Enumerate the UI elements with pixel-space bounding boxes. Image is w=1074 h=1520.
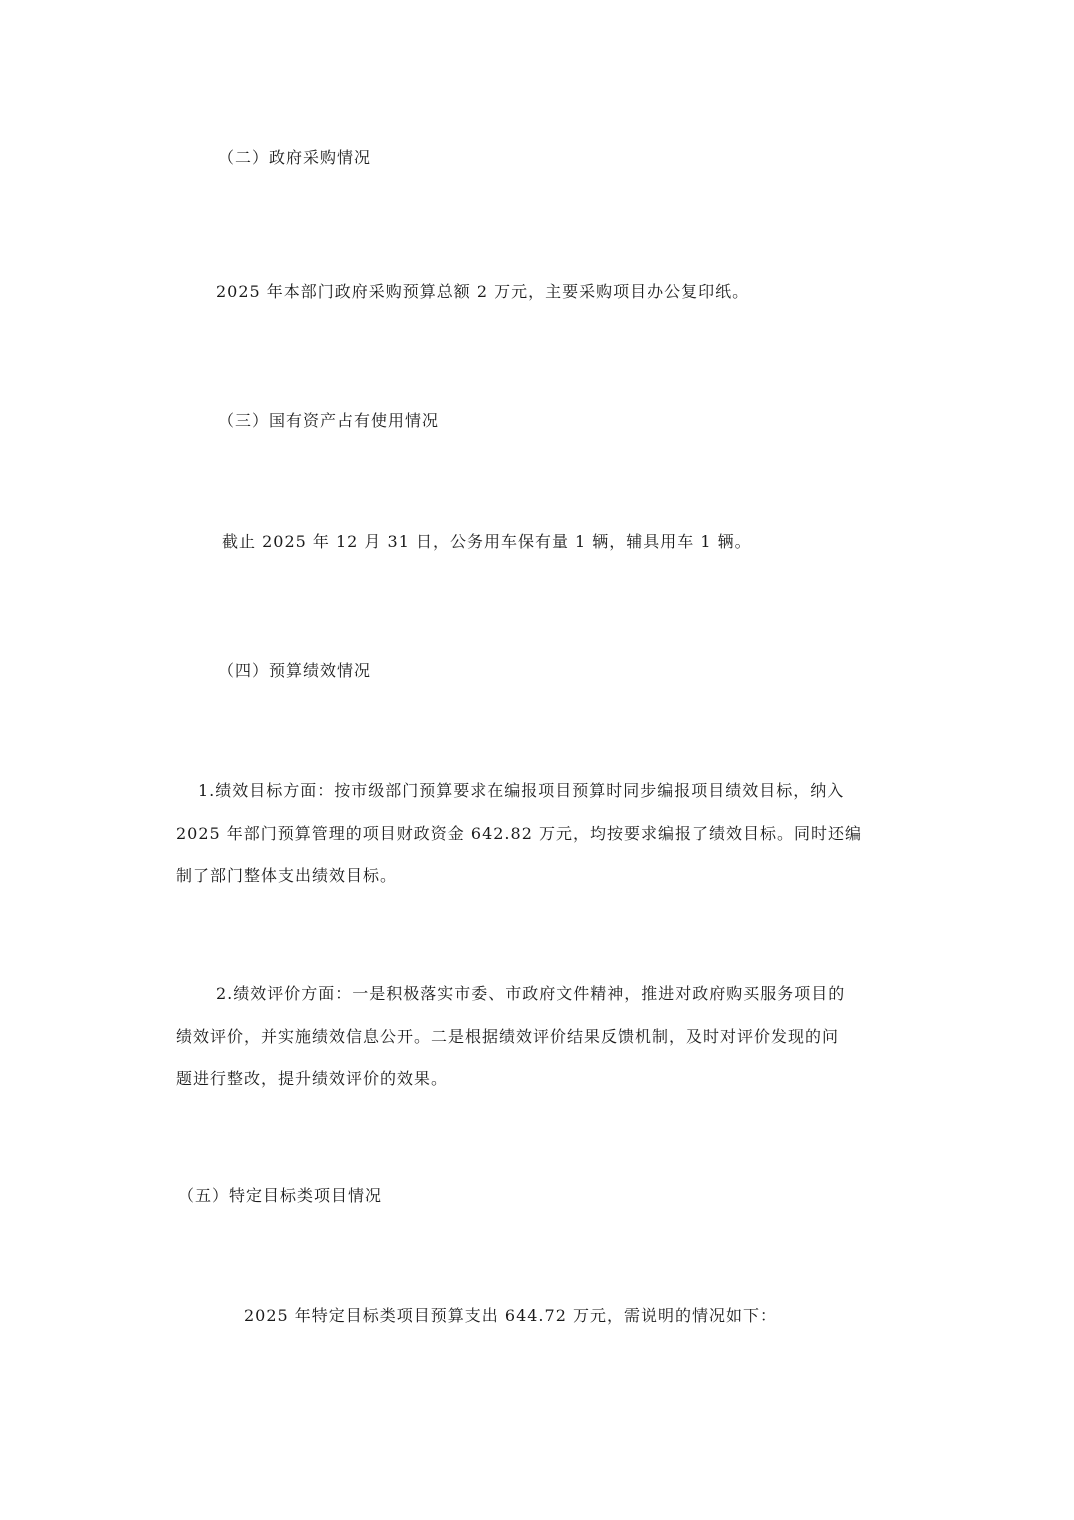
section-heading-performance: （四）预算绩效情况: [218, 661, 372, 680]
special-projects-text: 2025 年特定目标类项目预算支出 644.72 万元，需说明的情况如下：: [244, 1306, 777, 1325]
performance-item-1-line: 制了部门整体支出绩效目标。: [176, 866, 398, 885]
section-heading-assets: （三）国有资产占有使用情况: [218, 411, 440, 430]
section-heading-procurement: （二）政府采购情况: [218, 148, 372, 167]
performance-item-1-line: 1.绩效目标方面：按市级部门预算要求在编报项目预算时同步编报项目绩效目标，纳入: [198, 781, 845, 800]
performance-item-2-line: 题进行整改，提升绩效评价的效果。: [176, 1069, 449, 1088]
section-heading-special-projects: （五）特定目标类项目情况: [178, 1186, 383, 1205]
assets-text: 截止 2025 年 12 月 31 日，公务用车保有量 1 辆，辅具用车 1 辆。: [222, 532, 752, 551]
performance-item-1-line: 2025 年部门预算管理的项目财政资金 642.82 万元，均按要求编报了绩效目标。同时还编: [176, 824, 862, 843]
performance-item-2-line: 绩效评价，并实施绩效信息公开。二是根据绩效评价结果反馈机制，及时对评价发现的问: [176, 1027, 840, 1046]
performance-item-2-line: 2.绩效评价方面：一是积极落实市委、市政府文件精神，推进对政府购买服务项目的: [216, 984, 846, 1003]
procurement-text: 2025 年本部门政府采购预算总额 2 万元，主要采购项目办公复印纸。: [216, 282, 750, 301]
